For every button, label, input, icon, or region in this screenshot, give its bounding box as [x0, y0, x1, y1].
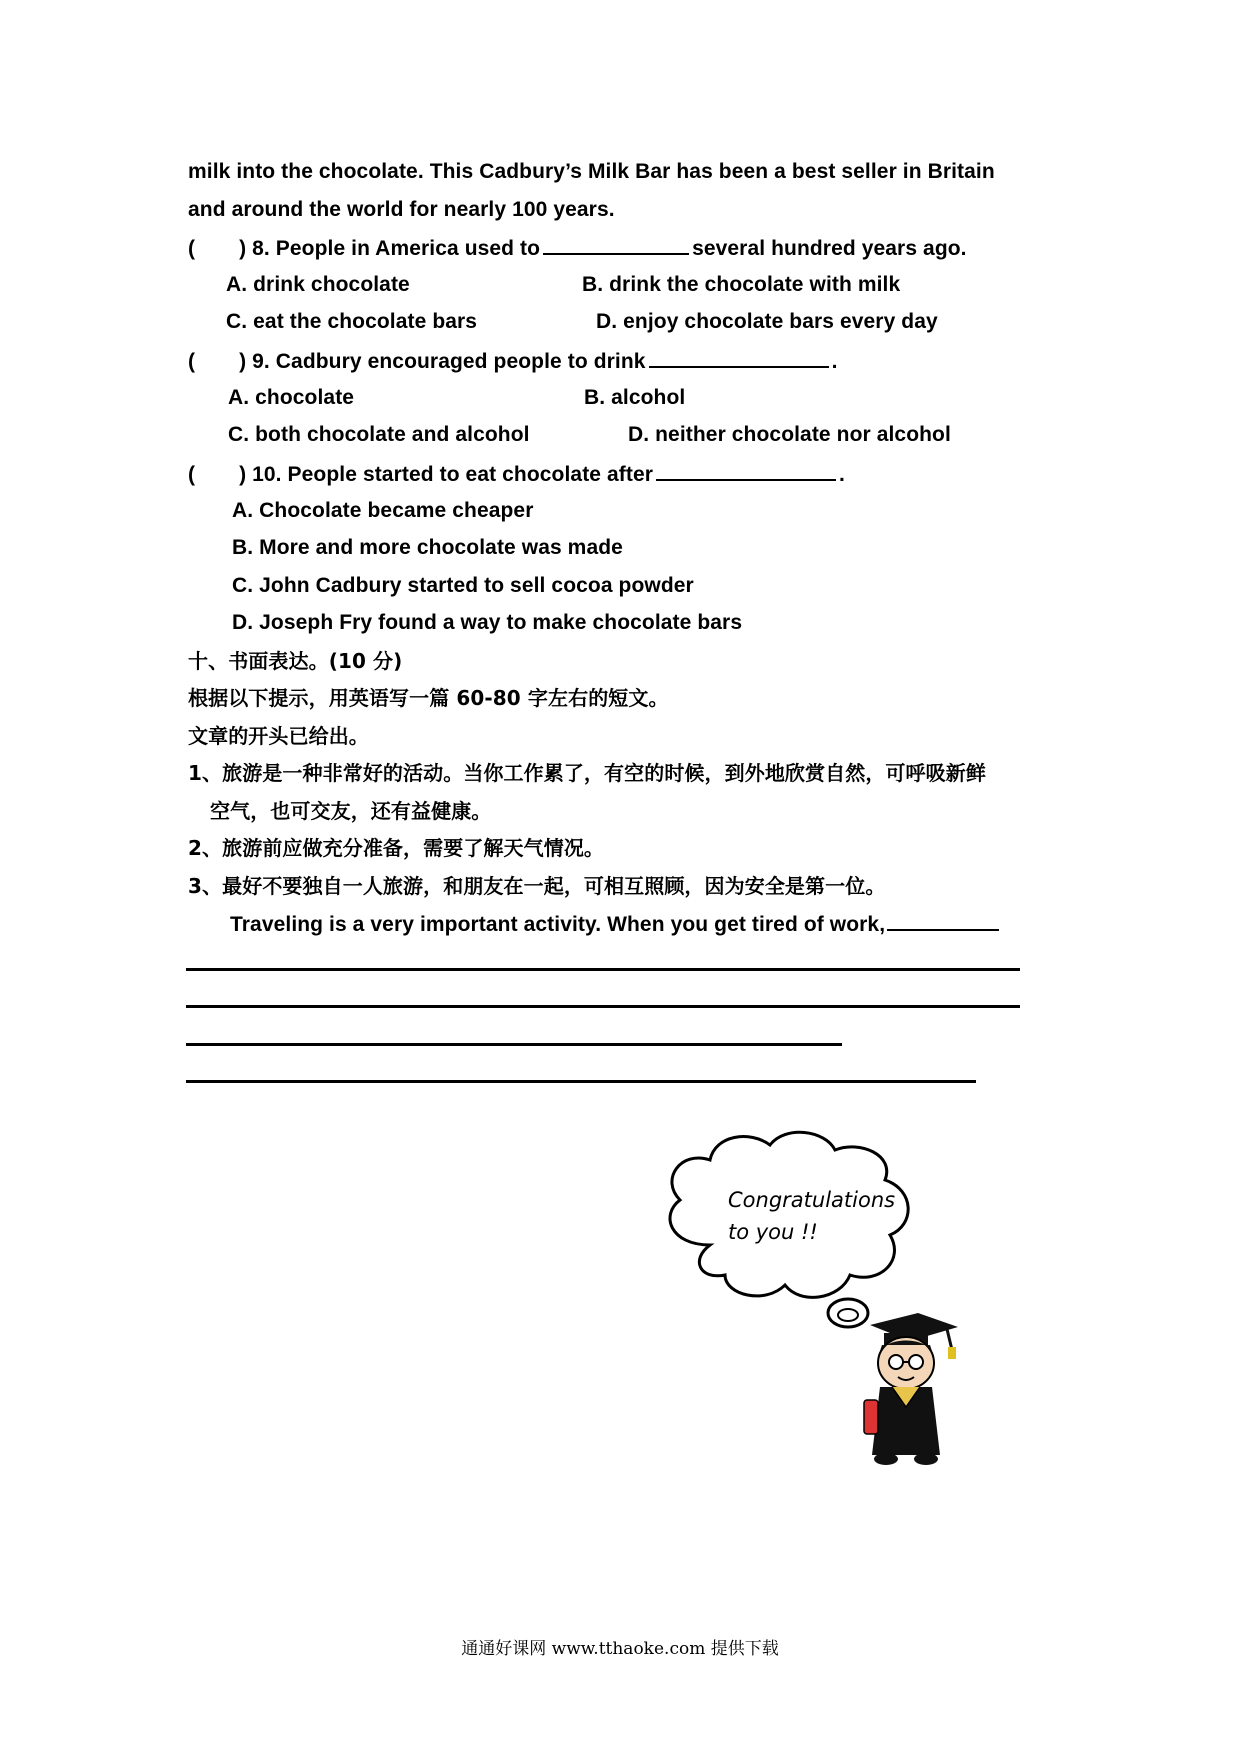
option-d: D. Joseph Fry found a way to make chocolate bars	[232, 611, 743, 634]
question-8	[188, 233, 967, 263]
question-stem-end: .	[839, 463, 845, 486]
writing-point-1-cont: 空气，也可交友，还有益健康。	[210, 799, 492, 823]
option-d: D. neither chocolate nor alcohol	[628, 423, 951, 446]
question-10	[188, 459, 845, 489]
answer-paren: (	[188, 463, 196, 486]
question-stem: ) 8. People in America used to	[239, 237, 541, 260]
question-stem-end: .	[831, 350, 838, 373]
answer-line-2[interactable]	[186, 1005, 1020, 1008]
passage-line-1: milk into the chocolate. This Cadbury’s Milk Bar has been a best seller in Britain	[188, 160, 995, 183]
option-c: C. John Cadbury started to sell cocoa powder	[232, 574, 694, 597]
instruction-1: 根据以下提示，用英语写一篇 60-80 字左右的短文。	[188, 686, 669, 710]
option-b: B. alcohol	[584, 386, 686, 409]
answer-line-3[interactable]	[186, 1043, 842, 1046]
question-stem: ) 9. Cadbury encouraged people to drink	[239, 350, 646, 373]
writing-opening	[230, 909, 1002, 939]
bubble-text-line-1: Congratulations	[728, 1188, 896, 1212]
option-b: B. More and more chocolate was made	[232, 536, 623, 559]
option-c: C. eat the chocolate bars	[226, 310, 478, 333]
writing-point-3: 3、最好不要独自一人旅游，和朋友在一起，可相互照顾，因为安全是第一位。	[188, 874, 886, 898]
bubble-text-line-2: to you !!	[728, 1220, 818, 1244]
option-a: A. Chocolate became cheaper	[232, 499, 534, 522]
answer-line-1[interactable]	[186, 968, 1020, 971]
answer-blank[interactable]	[543, 233, 689, 255]
question-9	[188, 346, 838, 376]
graduate-cartoon-illustration	[640, 1125, 960, 1475]
question-stem-end: several hundred years ago.	[692, 237, 967, 260]
option-a: A. drink chocolate	[226, 273, 410, 296]
option-c: C. both chocolate and alcohol	[228, 423, 530, 446]
question-stem: ) 10. People started to eat chocolate after	[239, 463, 654, 486]
answer-paren: (	[188, 237, 196, 260]
writing-point-2: 2、旅游前应做充分准备，需要了解天气情况。	[188, 836, 605, 860]
answer-blank[interactable]	[649, 346, 829, 368]
answer-paren: (	[188, 350, 196, 373]
answer-blank[interactable]	[656, 459, 836, 481]
passage-line-2: and around the world for nearly 100 years.	[188, 198, 615, 221]
option-d: D. enjoy chocolate bars every day	[596, 310, 938, 333]
writing-point-1: 1、旅游是一种非常好的活动。当你工作累了，有空的时候，到外地欣赏自然，可呼吸新鲜	[188, 761, 986, 785]
section-heading: 十、书面表达。(10 分)	[188, 649, 403, 673]
writing-blank[interactable]	[887, 909, 999, 931]
option-b: B. drink the chocolate with milk	[582, 273, 901, 296]
page-footer: 通通好课网 www.tthaoke.com 提供下载	[461, 1639, 779, 1659]
opening-sentence: Traveling is a very important activity. When you get tired of work,	[230, 913, 886, 936]
answer-line-4[interactable]	[186, 1080, 976, 1083]
option-a: A. chocolate	[228, 386, 355, 409]
instruction-2: 文章的开头已给出。	[188, 724, 369, 748]
graduate-icon	[864, 1313, 958, 1465]
